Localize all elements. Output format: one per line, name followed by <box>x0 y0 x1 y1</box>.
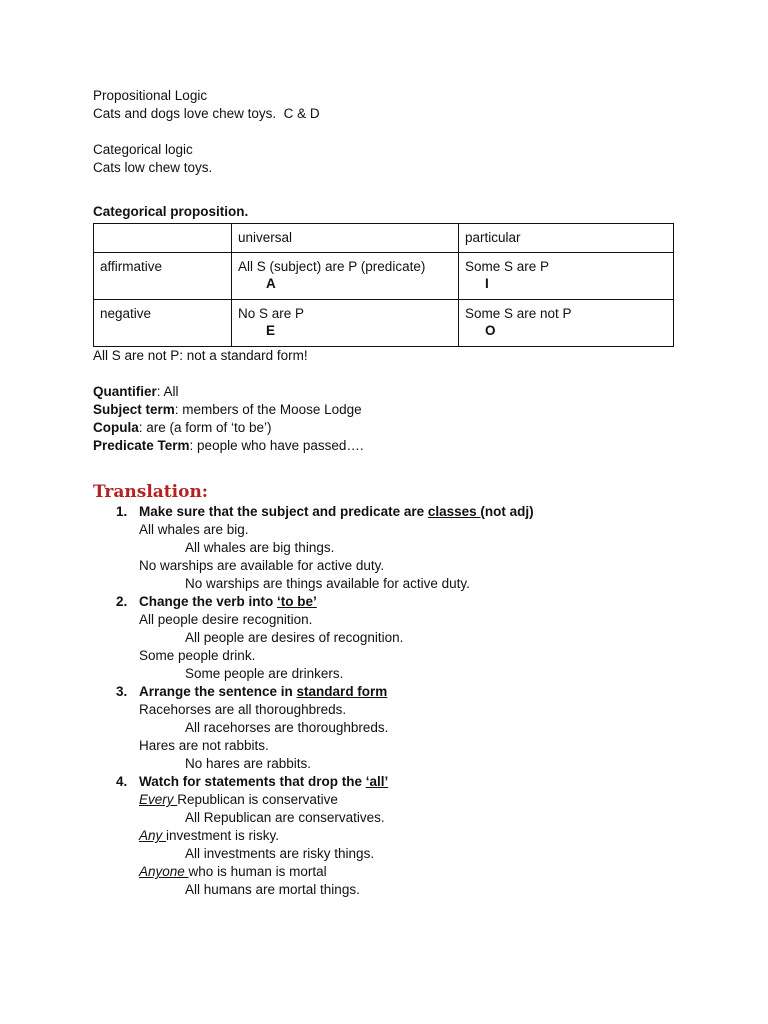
table-row <box>94 300 674 347</box>
table-header-row <box>94 224 674 253</box>
example-original: All people desire recognition. <box>139 612 313 627</box>
term-line <box>93 419 693 437</box>
example-original: Some people drink. <box>139 648 256 663</box>
categorical-logic-title: Categorical logic <box>93 142 193 157</box>
term-name: Predicate Term <box>93 438 190 453</box>
step-key-term: classes <box>427 504 481 519</box>
example-original: No warships are available for active duty. <box>139 558 385 573</box>
dropped-quantifier: Any <box>139 828 167 843</box>
example-translated: All investments are risky things. <box>185 846 375 861</box>
step-heading-text: Watch for statements that drop the <box>139 774 366 789</box>
cell-text: Some S are not P <box>465 306 572 321</box>
term-desc: : members of the Moose Lodge <box>174 402 362 417</box>
example-original <box>139 863 693 881</box>
example-translated: No warships are things available for active duty. <box>185 576 470 591</box>
example-original: Hares are not rabbits. <box>139 738 269 753</box>
table-header-cell: particular <box>459 224 674 253</box>
table-cell <box>232 253 459 300</box>
table-header-cell <box>94 224 232 253</box>
step-heading <box>139 773 693 791</box>
cell-text: No S are P <box>238 306 305 321</box>
example-original: Racehorses are all thoroughbreds. <box>139 702 347 717</box>
list-item <box>93 593 693 683</box>
step-key-term: ‘to be’ <box>277 594 317 609</box>
categorical-proposition-table <box>93 223 674 347</box>
example-translated: No hares are rabbits. <box>185 756 312 771</box>
term-desc: : are (a form of ‘to be’) <box>138 420 272 435</box>
row-label: affirmative <box>94 253 232 300</box>
categorical-proposition-heading: Categorical proposition. <box>93 204 249 219</box>
term-line <box>93 383 693 401</box>
example-original: All whales are big. <box>139 522 249 537</box>
table-cell <box>232 300 459 347</box>
step-heading-text: Make sure that the subject and predicate are <box>139 504 428 519</box>
step-heading <box>139 503 693 521</box>
list-item <box>93 503 693 593</box>
dropped-quantifier: Every <box>139 792 178 807</box>
translation-title: Translation: <box>93 482 209 502</box>
step-heading-text: Arrange the sentence in <box>139 684 297 699</box>
example-translated: All Republican are conservatives. <box>185 810 385 825</box>
step-heading-text: Change the verb into <box>139 594 278 609</box>
categorical-logic-example: Cats low chew toys. <box>93 160 213 175</box>
example-translated: All whales are big things. <box>185 540 335 555</box>
step-heading <box>139 683 693 701</box>
example-translated: All people are desires of recognition. <box>185 630 404 645</box>
step-number: 3. <box>116 684 128 699</box>
term-desc: : people who have passed…. <box>189 438 364 453</box>
example-translated: All racehorses are thoroughbreds. <box>185 720 389 735</box>
step-number: 1. <box>116 504 128 519</box>
step-heading <box>139 593 693 611</box>
example-text: Republican is conservative <box>177 792 338 807</box>
term-line <box>93 437 693 455</box>
table-cell <box>459 253 674 300</box>
step-key-term: ‘all’ <box>365 774 389 789</box>
example-original <box>139 827 693 845</box>
cell-text: All S (subject) are P (predicate) <box>238 259 426 274</box>
standard-form-note: All S are not P: not a standard form! <box>93 348 308 363</box>
step-number: 2. <box>116 594 128 609</box>
step-number: 4. <box>116 774 128 789</box>
term-desc: : All <box>156 384 179 399</box>
step-heading-suffix: (not adj) <box>480 504 534 519</box>
term-name: Subject term <box>93 402 175 417</box>
list-item <box>93 773 693 899</box>
row-label: negative <box>94 300 232 347</box>
term-name: Copula <box>93 420 139 435</box>
proposition-letter: E <box>266 323 276 338</box>
propositional-logic-title: Propositional Logic <box>93 88 208 103</box>
example-original <box>139 791 693 809</box>
example-translated: All humans are mortal things. <box>185 882 360 897</box>
document-page <box>93 87 693 899</box>
proposition-letter: O <box>485 323 496 338</box>
example-text: investment is risky. <box>166 828 280 843</box>
proposition-letter: A <box>266 276 276 291</box>
propositional-logic-example: Cats and dogs love chew toys. C & D <box>93 106 320 121</box>
proposition-letter: I <box>485 276 489 291</box>
example-text: who is human is mortal <box>188 864 327 879</box>
table-cell <box>459 300 674 347</box>
term-line <box>93 401 693 419</box>
step-key-term: standard form <box>296 684 388 699</box>
dropped-quantifier: Anyone <box>139 864 189 879</box>
table-row <box>94 253 674 300</box>
cell-text: Some S are P <box>465 259 550 274</box>
term-name: Quantifier <box>93 384 157 399</box>
example-translated: Some people are drinkers. <box>185 666 344 681</box>
table-header-cell: universal <box>232 224 459 253</box>
list-item <box>93 683 693 773</box>
translation-steps <box>93 503 693 899</box>
